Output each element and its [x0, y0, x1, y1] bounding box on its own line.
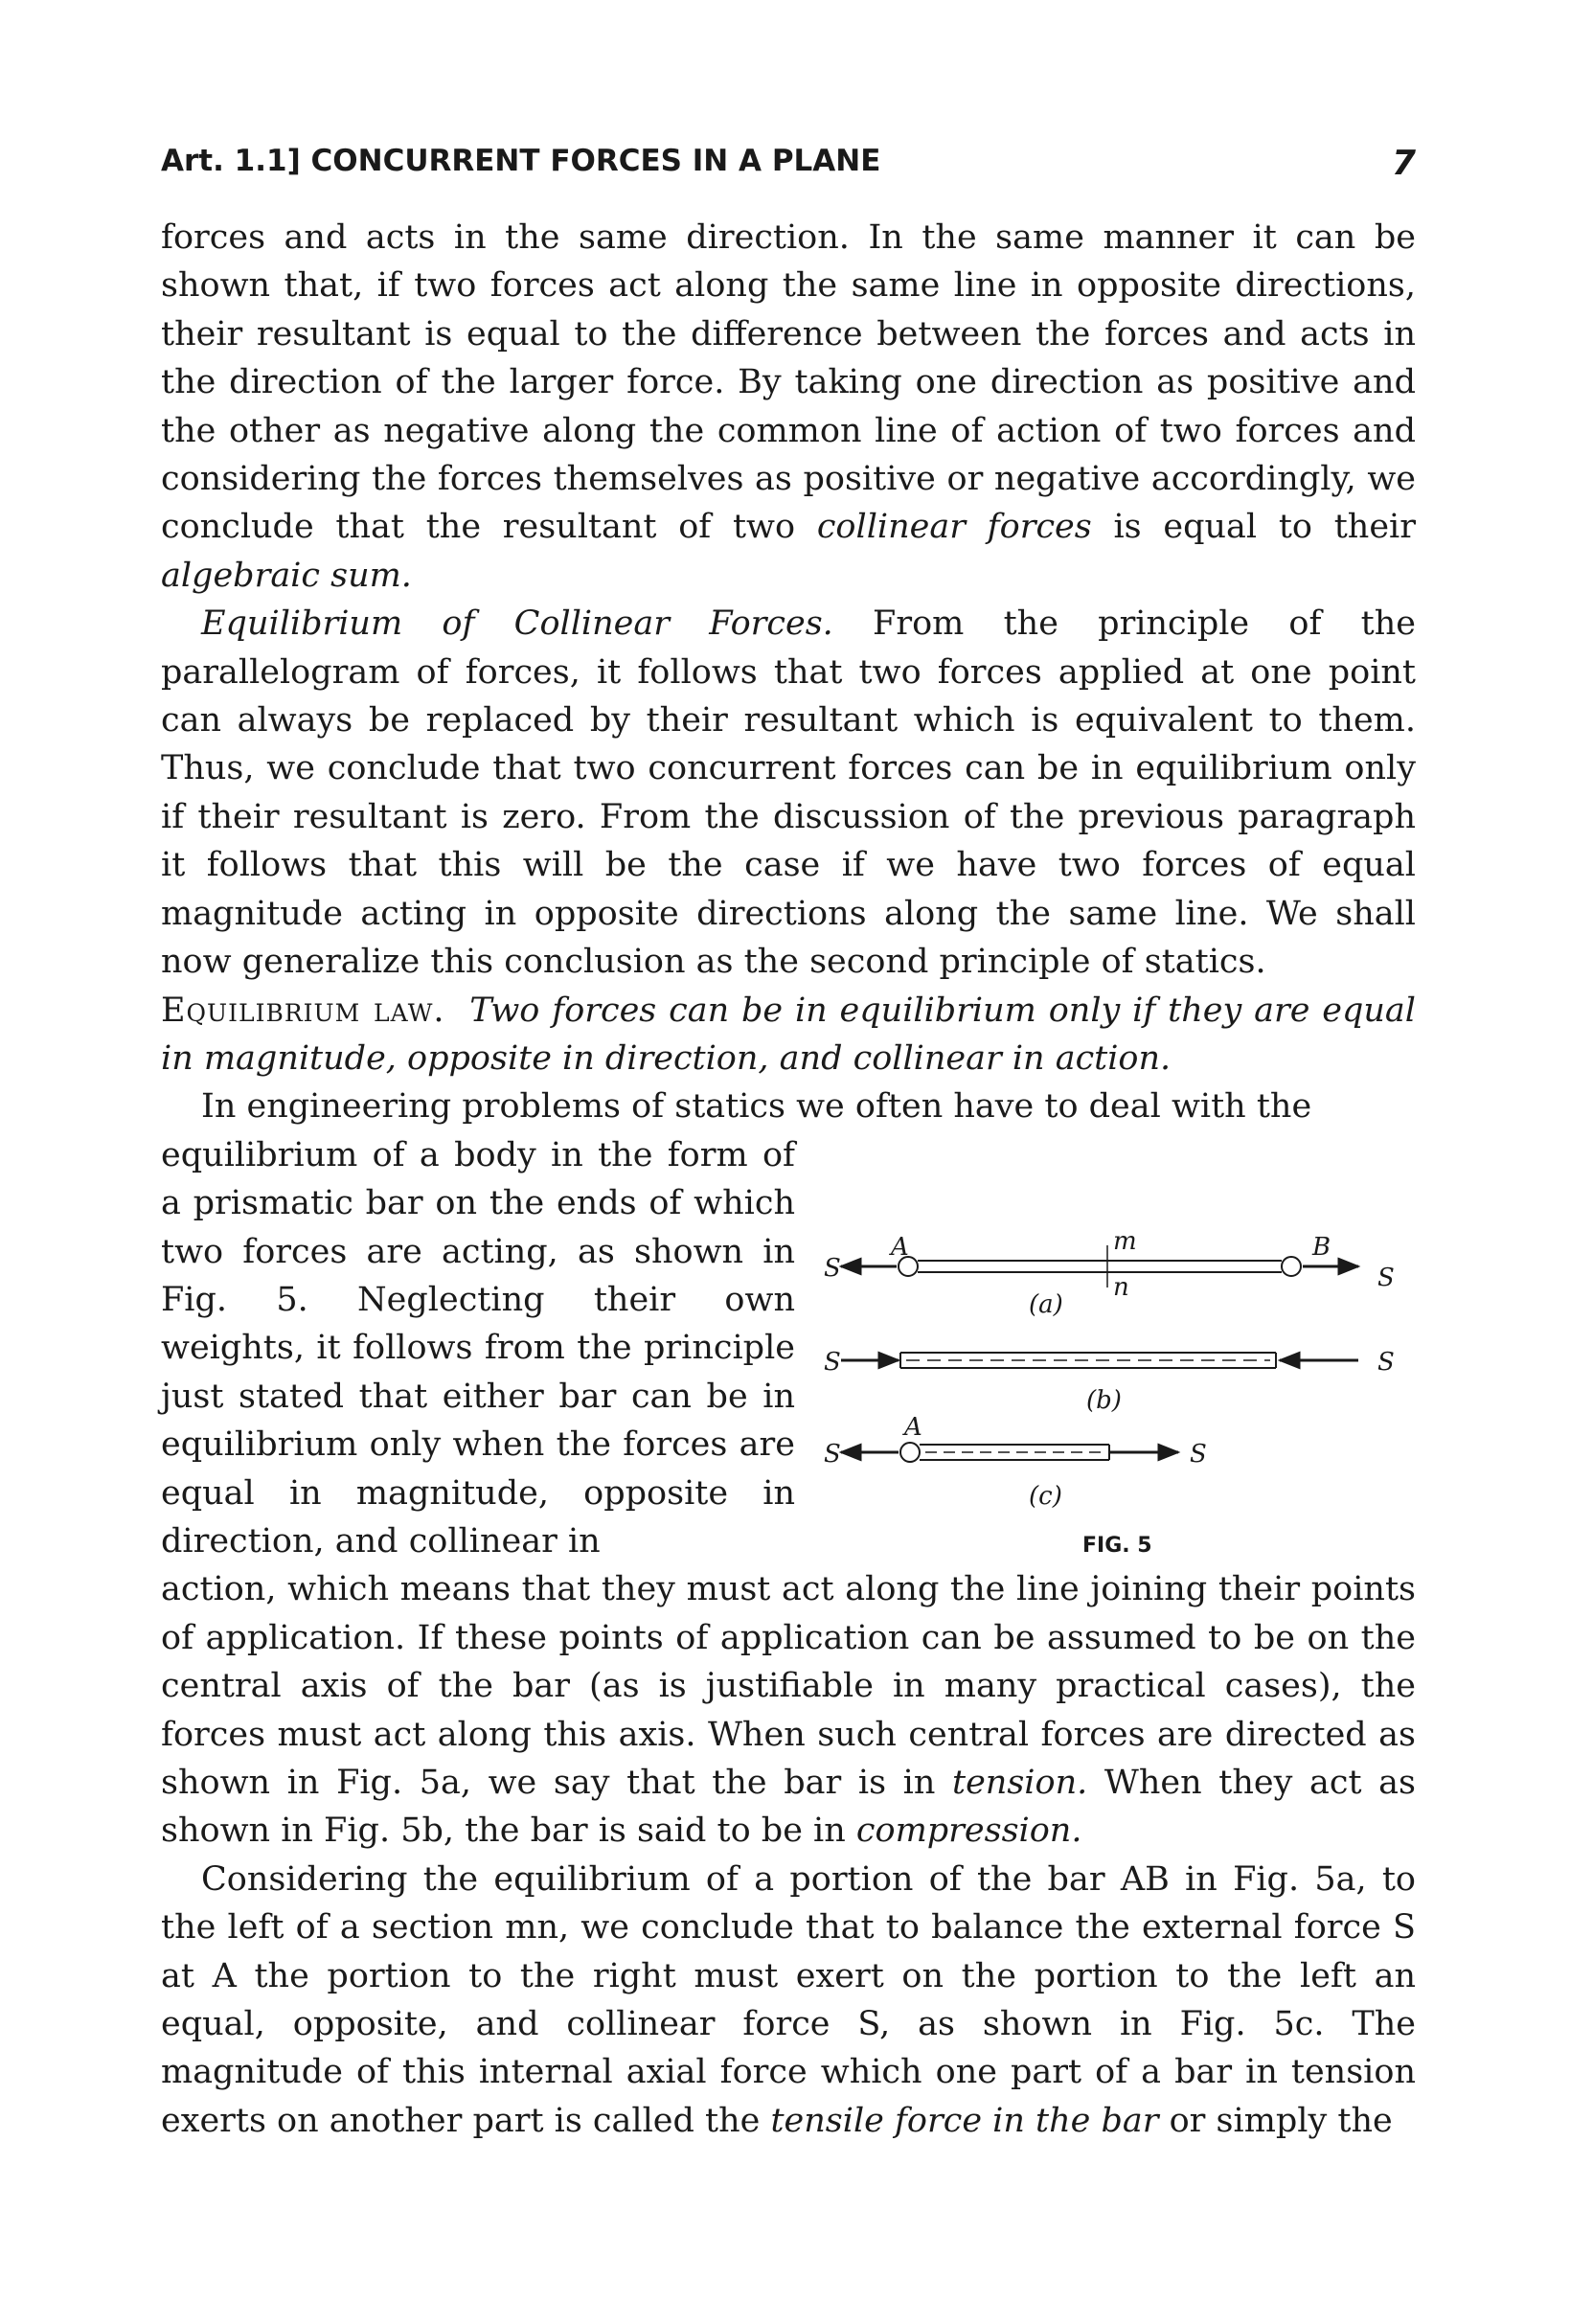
paragraph-equilibrium: Equilibrium of Collinear Forces. From the principle of the parallelogram of forces, it follows that two forces applied at one point can always be replaced by their resultant which is equivalent to them. Thus, we conclude that two concurrent forces can be in equilibrium only if their resultant is zero. From the discussion of the previous paragraph it follows that this will be the case if we have two forces of equal magnitude acting in opposite directions along the same line. We shall now generalize this conclusion as the second principle of statics. — [161, 604, 1416, 982]
running-header — [161, 144, 1416, 192]
svg-text:(a): (a) — [1029, 1290, 1063, 1319]
bar-a — [824, 1227, 1395, 1319]
paragraph-engineering-rest: action, which means that they must act along the line joining their points of application. If these points of application can be assumed to be on the central axis of the bar (as is justifiable in many practical cases), the forces must act along this axis. When such central forces are directed as shown in Fig. 5a, we say that the bar is in tension. When they act as shown in Fig. 5b, the bar is said to be in compression. — [161, 1570, 1416, 1851]
hinge-c — [900, 1443, 920, 1462]
svg-text:S: S — [824, 1348, 841, 1377]
equilibrium-law: Equilibrium law. Two forces can be in equilibrium only if they are equal in magnitude, opposite in direction, and collinear in action. — [161, 991, 1416, 1078]
svg-text:S: S — [1377, 1264, 1395, 1292]
paragraph-collinear-forces: forces and acts in the same direction. In the same manner it can be shown that, if two forces act along the same line in opposite directions, their resultant is equal to the difference between the forces and acts in the direction of the larger force. By taking one direction as positive and the other as negative along the common line of action of two forces and considering the forces themselves as positive or negative accordingly, we conclude that the resultant of two collinear forces is equal to their algebraic sum. — [161, 218, 1416, 595]
paragraph-tensile-force: Considering the equilibrium of a portion of the bar AB in Fig. 5a, to the left of a section mn, we conclude that to balance the external force S at A the portion to the right must exert on the portion to the left an equal, opposite, and collinear force S, as shown in Fig. 5c. The magnitude of this internal axial force which one part of a bar in tension exerts on another part is called the tensile force in the bar or simply the — [161, 1859, 1416, 2140]
body-text-top — [161, 214, 1416, 2145]
svg-text:S: S — [1190, 1440, 1207, 1469]
svg-text:A: A — [891, 1233, 909, 1262]
bar-c — [824, 1413, 1207, 1511]
svg-text:S: S — [824, 1254, 841, 1283]
chapter-title: Art. 1.1] CONCURRENT FORCES IN A PLANE — [161, 144, 881, 178]
svg-text:B: B — [1312, 1233, 1331, 1262]
section-heading: Equilibrium of Collinear Forces. — [201, 604, 833, 644]
svg-text:(b): (b) — [1086, 1386, 1122, 1415]
figure-5-drawing — [822, 1226, 1435, 1581]
figure-caption: FIG. 5 — [1082, 1534, 1152, 1558]
paragraph-engineering-first-line: In engineering problems of statics we often have to deal with the — [201, 1087, 1312, 1127]
figure-5 — [822, 1226, 1435, 1581]
paragraph-engineering-narrow: equilibrium of a body in the form of a prismatic bar on the ends of which two forces are acting, as shown in Fig. 5. Neglecting their own weights, it follows from the principle just stated that either bar can be in equilibrium only when the forces are equal in magnitude, opposite in direction, and collinear in — [161, 1135, 795, 1561]
hinge-a-right — [1282, 1257, 1301, 1276]
page-number: 7 — [1391, 144, 1416, 183]
svg-text:(c): (c) — [1029, 1482, 1062, 1511]
svg-text:S: S — [824, 1440, 841, 1469]
svg-text:n: n — [1113, 1273, 1129, 1302]
svg-text:A: A — [904, 1413, 922, 1442]
svg-text:m: m — [1113, 1227, 1137, 1256]
bar-b — [824, 1348, 1395, 1415]
svg-text:S: S — [1377, 1348, 1395, 1377]
